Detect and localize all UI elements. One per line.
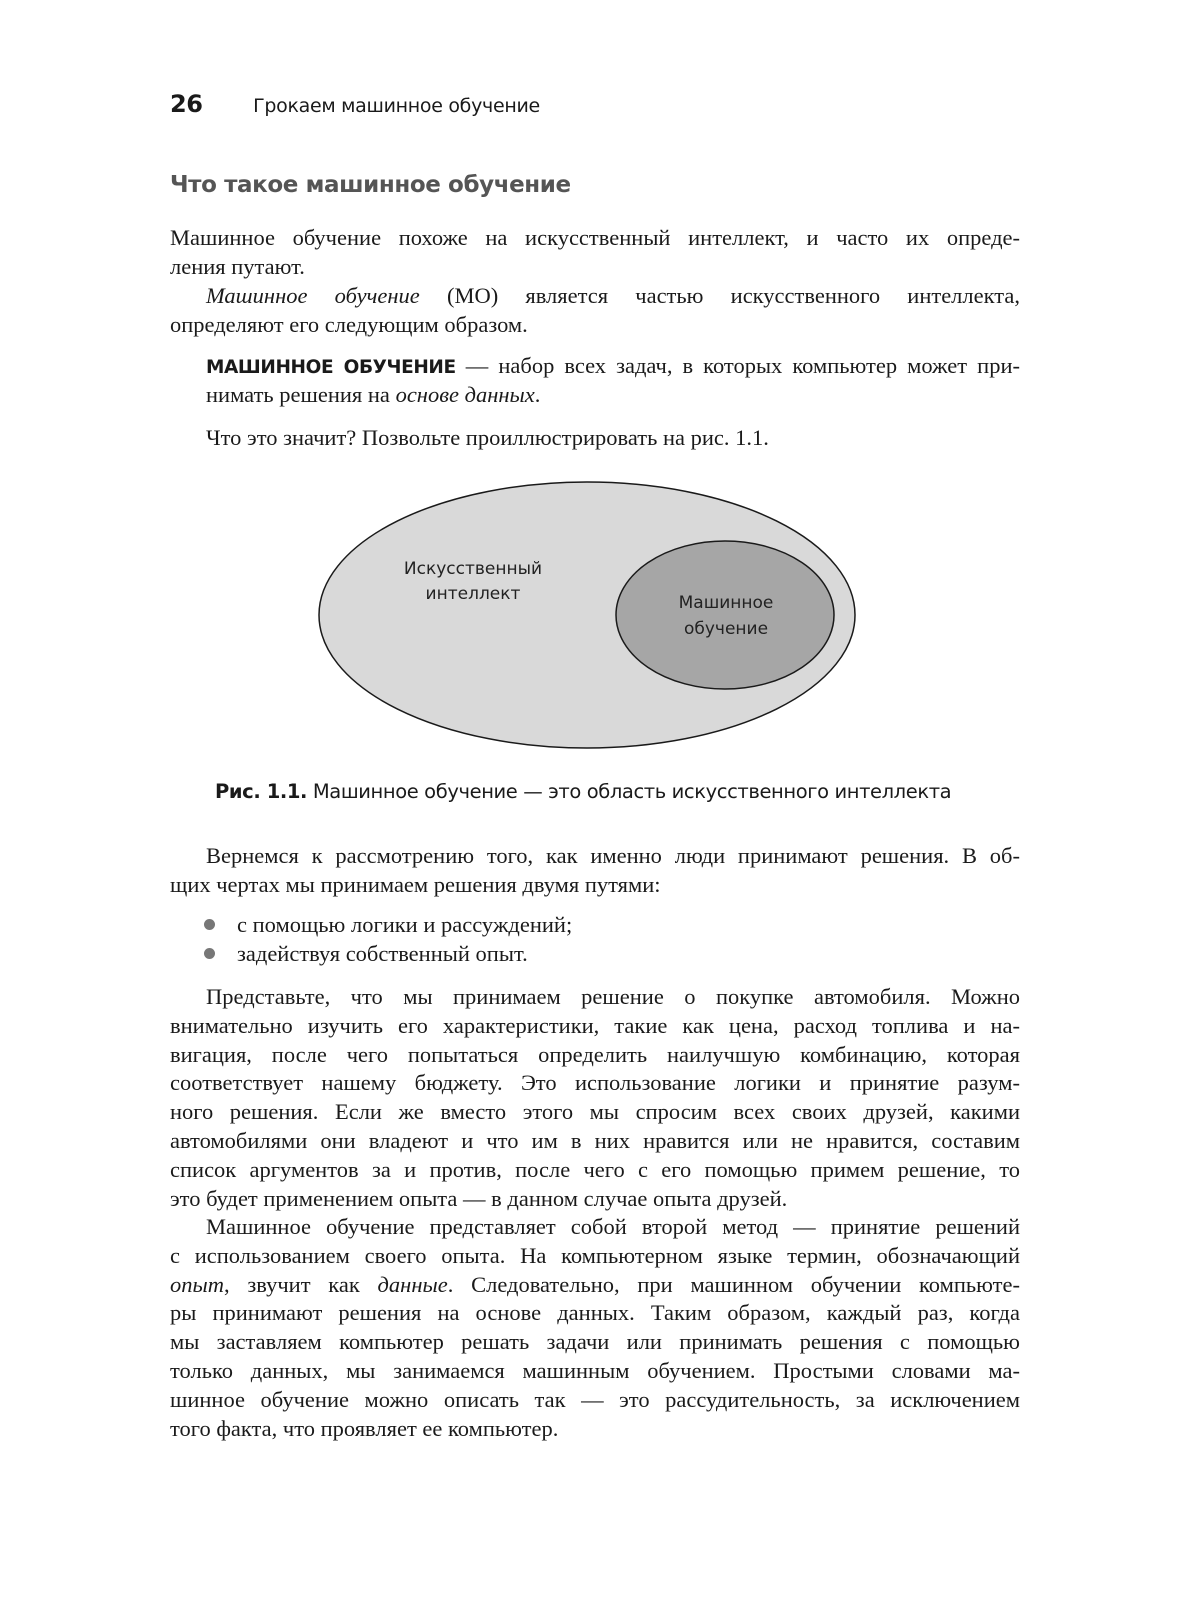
figure-caption — [215, 780, 951, 803]
list-item — [200, 910, 572, 939]
caption-text: Машинное обучение — это область искусственного интеллекта — [307, 780, 952, 803]
caption-label: Рис. 1.1. — [215, 780, 308, 803]
bullet-icon — [204, 919, 215, 930]
text-line: Вернемся к рассмотрению того, как именно люди принимают решения. В об- — [206, 843, 1020, 868]
book-title: Грокаем машинное обучение — [253, 95, 540, 117]
figure-intro — [206, 424, 1020, 453]
text-line: соответствует нашему бюджету. Это использование логики и принятие разум- — [170, 1070, 1020, 1096]
bullet-icon — [204, 948, 215, 959]
text-line: с использованием своего опыта. На компьютерном языке термин, обозначающий — [170, 1242, 1020, 1268]
page-number: 26 — [170, 90, 203, 118]
text-line — [206, 352, 1020, 381]
text-fragment: . — [534, 381, 541, 407]
outer-label-line1: Искусственный — [403, 559, 543, 579]
text-line: ления путают. — [170, 253, 305, 279]
list-item-text: задействуя собственный опыт. — [237, 941, 528, 966]
text-line: внимательно изучить его характеристики, такие как цена, расход топлива и на- — [170, 1012, 1020, 1038]
text-line: мы заставляем компьютер решать задачи или принимать решения с помощью — [170, 1329, 1020, 1355]
text-line: это будет применением опыта — в данном случае опыта друзей. — [170, 1185, 788, 1211]
text-line — [206, 381, 1020, 410]
inner-ellipse-ml — [616, 541, 834, 689]
term-italic: Машинное обучение — [206, 283, 420, 308]
emphasis-italic: опыт — [170, 1271, 224, 1297]
text-fragment: нимать решения на — [206, 381, 396, 407]
ml-paragraph — [170, 1213, 1020, 1443]
text-fragment: . Следовательно, при машинном обучении компьюте- — [447, 1271, 1020, 1297]
list-item-text: с помощью логики и рассуждений; — [237, 912, 573, 937]
text-line: только данных, мы занимаемся машинным обучением. Простыми словами ма- — [170, 1357, 1020, 1383]
text-line: вигация, после чего попытаться определить наилучшую комбинацию, которая — [170, 1041, 1020, 1067]
text-line: список аргументов за и против, после чего с его помощью примем решение, то — [170, 1156, 1020, 1182]
text-line: шинное обучение можно описать так — это рассудительность, за исключением — [170, 1386, 1020, 1412]
bullet-list — [200, 910, 572, 968]
text-fragment: (МО) является частью искусственного интеллекта, — [419, 283, 1020, 308]
text-line: ного решения. Если же вместо этого мы спросим всех своих друзей, какими — [170, 1099, 1020, 1125]
emphasis-italic: основе данных — [395, 381, 535, 407]
car-paragraph — [170, 983, 1020, 1213]
running-header — [170, 90, 540, 118]
text-line: Машинное обучение представляет собой второй метод — принятие решений — [206, 1214, 1020, 1239]
definition-term: МАШИННОЕ ОБУЧЕНИЕ — [206, 357, 456, 378]
outer-label-line2: интеллект — [425, 584, 521, 604]
text-line: щих чертах мы принимаем решения двумя путями: — [170, 871, 661, 897]
text-line — [170, 282, 1020, 311]
intro-paragraph — [170, 224, 1020, 282]
text-line: ры принимают решения на основе данных. Таким образом, каждый раз, когда — [170, 1300, 1020, 1326]
inner-label-line2: обучение — [683, 619, 769, 639]
text-line: Представьте, что мы принимаем решение о покупке автомобиля. Можно — [206, 984, 1020, 1009]
section-heading: Что такое машинное обучение — [170, 172, 571, 198]
definition-block — [206, 352, 1020, 410]
text-line: определяют его следующим образом. — [170, 311, 528, 337]
list-item — [200, 939, 572, 968]
text-line: автомобилями они владеют и что им в них нравится или не нравится, составим — [170, 1127, 1020, 1153]
text-line: того факта, что проявляет ее компьютер. — [170, 1415, 559, 1441]
emphasis-italic: данные — [377, 1271, 448, 1297]
venn-diagram — [315, 478, 865, 753]
text-line: Что это значит? Позвольте проиллюстрировать на рис. 1.1. — [206, 425, 769, 450]
text-line: Машинное обучение похоже на искусственный интеллект, и часто их опреде- — [170, 225, 1020, 250]
text-fragment: — набор всех задач, в которых компьютер может при- — [455, 353, 1020, 378]
ways-paragraph — [170, 842, 1020, 900]
text-line — [170, 1271, 1020, 1300]
inner-label-line1: Машинное — [678, 593, 774, 613]
text-fragment: , звучит как — [224, 1271, 378, 1297]
definition-intro-paragraph — [170, 282, 1020, 340]
